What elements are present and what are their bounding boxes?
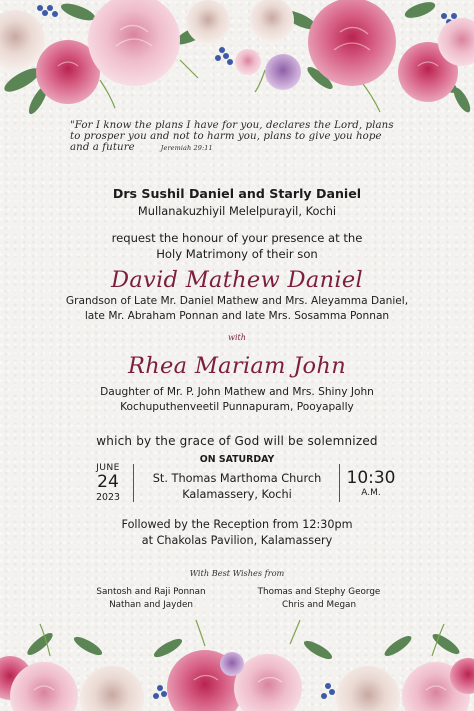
bible-verse [70,120,400,155]
host-parents: Drs Sushil Daniel and Starly Daniel [112,186,362,201]
wishes-right [239,586,399,611]
host-address: Mullanakuzhiyil Melelpurayil, Kochi [137,204,337,218]
time-value: 10:30 [346,468,396,488]
groom-lineage-2: late Mr. Abraham Ponnan and late Mrs. Sosamma Ponnan [84,310,390,322]
bride-name: Rhea Mariam John [128,353,346,379]
wishes-left-line-2: Nathan and Jayden [109,599,193,610]
time-ampm: A.M. [361,488,381,498]
venue-line-2: Kalamassery, Kochi [182,487,292,501]
date-year: 2023 [96,492,120,503]
with-connector: with [228,333,246,342]
reception-line-2: at Chakolas Pavilion, Kalamassery [141,534,333,547]
ceremony-grace-line: which by the grace of God will be solemnized [96,434,378,448]
divider-right [339,464,340,502]
wishes-left [71,586,231,611]
bride-lineage-1: Daughter of Mr. P. John Mathew and Mrs. Shiny John [100,386,374,398]
ceremony-day-label: ON SATURDAY [199,454,275,465]
divider-left [133,464,134,502]
verse-text: "For I know the plans I have for you, declares the Lord, plans to prosper you and not to harm you, plans to give you hope and a future [70,120,394,154]
request-line-2: Holy Matrimony of their son [156,247,318,261]
wishes-right-line-2: Chris and Megan [281,599,357,610]
date-month: JUNE [96,462,120,473]
wishes-right-line-1: Thomas and Stephy George [257,587,381,597]
date-day: 24 [97,472,119,492]
groom-lineage-1: Grandson of Late Mr. Daniel Mathew and Mrs. Aleyamma Daniel, [65,295,409,307]
verse-reference: Jeremiah 29:11 [160,144,213,153]
rose-garland-bottom [0,616,474,711]
wishes-heading: With Best Wishes from [189,568,285,578]
groom-name: David Mathew Daniel [111,267,363,293]
reception-line-1: Followed by the Reception from 12:30pm [121,518,353,531]
request-line-1: request the honour of your presence at the [111,231,363,245]
rose-garland-top [0,0,474,125]
ceremony-venue [138,471,336,502]
ceremony-date [86,462,130,503]
ceremony-time [344,468,398,498]
wishes-left-line-1: Santosh and Raji Ponnan [96,587,206,597]
venue-line-1: St. Thomas Marthoma Church [152,472,322,485]
bride-lineage-2: Kochuputhenveetil Punnapuram, Pooyapally [120,401,354,413]
